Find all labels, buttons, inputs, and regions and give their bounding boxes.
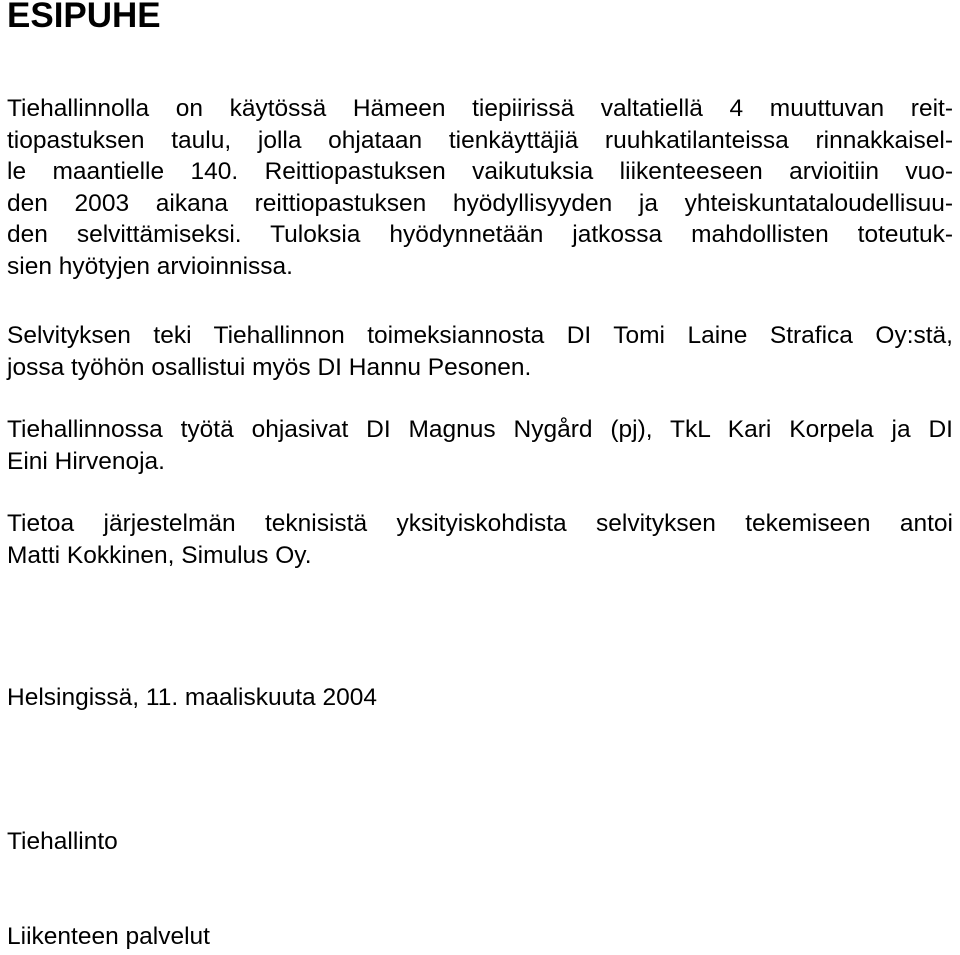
signature-department: Liikenteen palvelut — [7, 923, 210, 950]
paragraph-intro — [7, 93, 953, 282]
paragraph-line: Tietoa järjestelmän teknisistä yksityiskohdista selvityksen tekemiseen antoi — [7, 510, 953, 537]
signature-organization: Tiehallinto — [7, 828, 118, 855]
paragraph-line: Tiehallinnolla on käytössä Hämeen tiepiirissä valtatiellä 4 muuttuvan reit- — [7, 95, 953, 122]
paragraph-line: den 2003 aikana reittiopastuksen hyödyllisyyden ja yhteiskuntataloudellisuu- — [7, 189, 953, 217]
paragraph-steering — [7, 414, 953, 477]
paragraph-line: jossa työhön osallistui myös DI Hannu Pesonen. — [7, 353, 532, 381]
paragraph-line: le maantielle 140. Reittiopastuksen vaikutuksia liikenteeseen arvioitiin vuo- — [7, 158, 953, 185]
paragraph-line: Eini Hirvenoja. — [7, 447, 165, 475]
page-title: ESIPUHE — [7, 0, 161, 35]
paragraph-line: tiopastuksen taulu, jolla ohjataan tienkäyttäjiä ruuhkatilanteissa rinnakkaisel- — [7, 126, 953, 154]
paragraph-line: den selvittämiseksi. Tuloksia hyödynnetään jatkossa mahdollisten toteutuk- — [7, 221, 953, 248]
paragraph-line: Selvityksen teki Tiehallinnon toimeksiannosta DI Tomi Laine Strafica Oy:stä, — [7, 322, 953, 349]
paragraph-technical-info — [7, 508, 953, 571]
paragraph-author — [7, 320, 953, 383]
paragraph-line: Matti Kokkinen, Simulus Oy. — [7, 541, 312, 569]
paragraph-line: Tiehallinnossa työtä ohjasivat DI Magnus Nygård (pj), TkL Kari Korpela ja DI — [7, 416, 953, 443]
place-date: Helsingissä, 11. maaliskuuta 2004 — [7, 684, 377, 711]
paragraph-line: sien hyötyjen arvioinnissa. — [7, 252, 293, 280]
